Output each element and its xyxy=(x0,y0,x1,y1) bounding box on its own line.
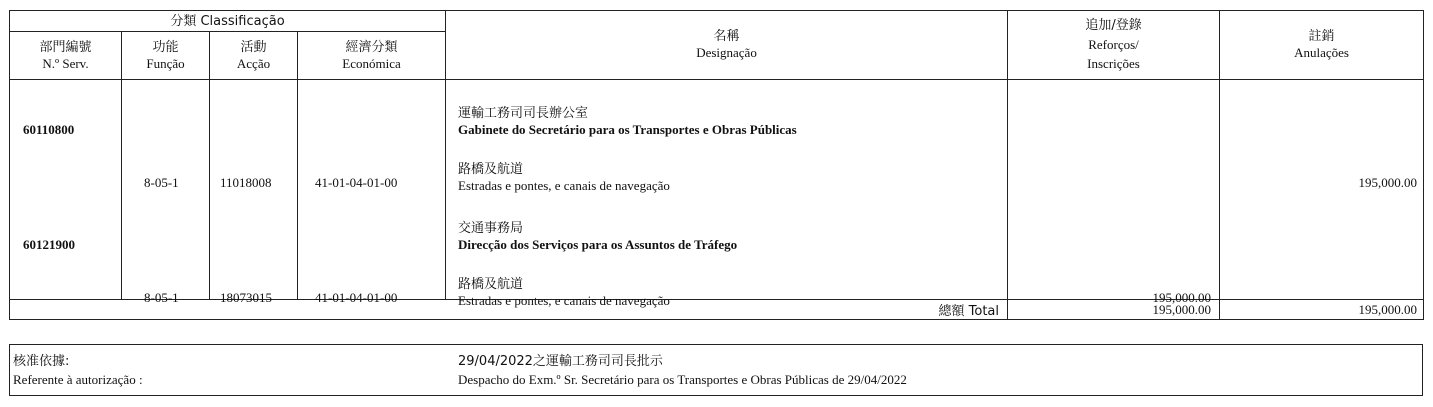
designation-2-cn: 路橋及航道 xyxy=(458,162,524,177)
authorization-label-cn: 核准依據: xyxy=(13,354,70,369)
dispatch-pt: Despacho do Exm.º Sr. Secretário para os Transportes e Obras Públicas de 29/04/2022 xyxy=(458,372,907,387)
economic-code-1: 41-01-04-01-00 xyxy=(315,175,398,190)
action-header-cn: 活動 xyxy=(240,39,267,55)
action-code-1: 11018008 xyxy=(220,175,272,190)
total-reinforcements: 195,000.00 xyxy=(1008,300,1220,320)
classification-header xyxy=(10,11,446,32)
action-header xyxy=(210,32,298,80)
designation-1-pt: Gabinete do Secretário para os Transportes e Obras Públicas xyxy=(458,122,797,137)
economic-column xyxy=(298,80,446,305)
reinforcements-header-pt1: Reforços/ xyxy=(1088,37,1139,52)
designation-column xyxy=(446,80,1008,308)
designation-3-cn: 交通事務局 xyxy=(458,221,524,236)
service-number-header-cn: 部門編號 xyxy=(39,39,92,55)
function-header-cn: 功能 xyxy=(152,39,179,55)
authorization-label-pt: Referente à autorização : xyxy=(13,372,143,387)
economic-header xyxy=(298,32,446,80)
action-column xyxy=(210,80,298,305)
function-code-2: 8-05-1 xyxy=(144,290,179,305)
authorization-footer xyxy=(9,344,1423,396)
total-label: 總額 Total xyxy=(938,304,1000,319)
designation-header-pt: Designação xyxy=(696,45,757,60)
economic-header-pt: Económica xyxy=(342,55,401,71)
economic-code-2: 41-01-04-01-00 xyxy=(315,290,398,305)
service-number-column xyxy=(10,80,122,300)
annulments-header xyxy=(1220,11,1424,80)
total-annulments: 195,000.00 xyxy=(1220,300,1424,320)
annulments-header-pt: Anulações xyxy=(1294,45,1349,60)
budget-document xyxy=(9,10,1423,387)
reinforcements-column xyxy=(1008,80,1220,305)
annulments-column xyxy=(1220,80,1424,300)
function-code-1: 8-05-1 xyxy=(144,175,179,190)
reinforcements-header-pt2: Inscrições xyxy=(1087,56,1140,71)
designation-1-cn: 運輸工務司司長辦公室 xyxy=(458,106,589,121)
designation-header xyxy=(446,11,1008,80)
action-header-pt: Acção xyxy=(236,55,271,71)
designation-2-pt: Estradas e pontes, e canais de navegação xyxy=(458,178,670,193)
function-header xyxy=(122,32,210,80)
reinforcements-header-cn: 追加/登錄 xyxy=(1085,18,1142,33)
designation-3-pt: Direcção dos Serviços para os Assuntos de Tráfego xyxy=(458,237,738,252)
reinforcement-amount: 195,000.00 xyxy=(1152,290,1212,305)
service-number-1: 60110800 xyxy=(23,122,75,137)
designation-4-cn: 路橋及航道 xyxy=(458,277,524,292)
annulment-amount: 195,000.00 xyxy=(1358,175,1418,190)
designation-header-cn: 名稱 xyxy=(713,29,740,44)
budget-table xyxy=(9,10,1424,320)
reinforcements-header xyxy=(1008,11,1220,80)
dispatch-cn: 29/04/2022之運輸工務司司長批示 xyxy=(458,354,663,369)
service-number-header xyxy=(10,32,122,80)
service-number-2: 60121900 xyxy=(23,237,75,252)
designation-4-pt: Estradas e pontes, e canais de navegação xyxy=(458,293,670,308)
classification-label: 分類 Classificação xyxy=(170,13,285,29)
function-header-pt: Função xyxy=(146,55,185,71)
annulments-header-cn: 註銷 xyxy=(1308,29,1335,44)
economic-header-cn: 經濟分類 xyxy=(345,39,398,55)
service-number-header-pt: N.º Serv. xyxy=(42,55,89,71)
function-column xyxy=(122,80,210,305)
action-code-2: 18073015 xyxy=(220,290,272,305)
